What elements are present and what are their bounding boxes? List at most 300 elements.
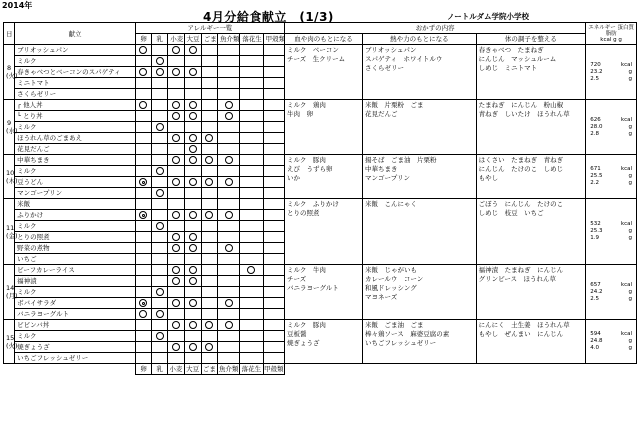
- nutrition-cell: [586, 199, 637, 265]
- allergen-cell: [263, 331, 284, 342]
- nutrition-kcal: 594: [590, 331, 601, 337]
- food-line: 花見だんご: [365, 110, 398, 118]
- food-line: ミルク 豚肉: [286, 156, 326, 164]
- allergen-cell: [152, 166, 168, 177]
- day-date: 15: [6, 333, 15, 342]
- allergen-cell: [201, 100, 217, 111]
- dish-name: 豆うどん: [15, 177, 136, 188]
- nutrition-unit: g: [628, 228, 632, 234]
- allergen-cell: [240, 221, 263, 232]
- allergen-cell: [263, 232, 284, 243]
- food-line: 青ねぎ しいたけ ほうれん草: [478, 110, 570, 118]
- dish-name: ミルク: [15, 287, 136, 298]
- dish-name: 春きゃべつとベーコンのスパゲティ: [15, 67, 136, 78]
- allergen-cell: [152, 177, 168, 188]
- nutrition-unit: g: [628, 295, 632, 302]
- allergen-cell: [184, 254, 201, 265]
- allergen-cell: [152, 254, 168, 265]
- nutrition-kcal: 626: [590, 116, 601, 123]
- header-nutrition: [586, 23, 637, 45]
- food-line: ミルク 牛肉: [286, 266, 326, 274]
- allergen-header-7: 甲殻類: [263, 34, 284, 45]
- allergen-cell: [263, 221, 284, 232]
- allergen-header-2: 小麦: [168, 34, 184, 45]
- allergen-footer-7: 甲殻類: [264, 365, 284, 373]
- allergen-cell: [135, 78, 151, 89]
- circle-icon: [172, 46, 180, 54]
- allergen-cell: [135, 166, 151, 177]
- food-line: しめじ 枝豆 いちご: [478, 209, 544, 217]
- allergen-cell: [168, 232, 184, 243]
- allergen-cell: [201, 144, 217, 155]
- dish-name: 米飯: [15, 199, 136, 210]
- allergen-cell: [217, 89, 239, 100]
- food-line: 米飯 ごま油 ごま: [365, 321, 424, 329]
- circle-icon: [205, 134, 213, 142]
- allergen-cell: [152, 342, 168, 353]
- header-contents: おかずの内容: [284, 23, 585, 34]
- table-row: [4, 155, 637, 166]
- blood-foods: [284, 45, 362, 100]
- allergen-cell: [184, 177, 201, 188]
- allergen-cell: [201, 78, 217, 89]
- circle-icon: [189, 68, 197, 76]
- allergen-cell: [263, 254, 284, 265]
- day-date: 8: [7, 64, 12, 72]
- body-foods: [476, 320, 586, 364]
- allergen-cell: [184, 287, 201, 298]
- allergen-cell: [135, 298, 151, 309]
- allergen-cell: [240, 210, 263, 221]
- allergen-footer-4: ごま: [202, 365, 216, 373]
- allergen-cell: [201, 89, 217, 100]
- group-header-0: 血や肉のもとになる: [284, 34, 362, 45]
- allergen-cell: [201, 177, 217, 188]
- food-line: マンゴープリン: [365, 174, 410, 182]
- allergen-cell: [184, 265, 201, 276]
- allergen-cell: [135, 232, 151, 243]
- allergen-cell: [152, 287, 168, 298]
- circle-icon: [172, 266, 180, 274]
- nutrition-unit: kcal: [620, 221, 632, 227]
- allergen-cell: [263, 353, 284, 364]
- food-line: 米飯 片栗粉 ごま: [365, 101, 424, 109]
- allergen-cell: [263, 287, 284, 298]
- allergen-cell: [217, 78, 239, 89]
- allergen-cell: [184, 122, 201, 133]
- nutrition-kcal: 671: [590, 166, 601, 172]
- allergen-cell: [217, 265, 239, 276]
- allergen-cell: [135, 144, 151, 155]
- allergen-cell: [168, 265, 184, 276]
- allergen-cell: [152, 243, 168, 254]
- circle-icon: [225, 101, 233, 109]
- dish-name: ビビンバ丼: [15, 320, 136, 331]
- allergen-cell: [263, 177, 284, 188]
- allergen-cell: [240, 320, 263, 331]
- allergen-cell: [152, 89, 168, 100]
- allergen-cell: [184, 342, 201, 353]
- allergen-cell: [184, 155, 201, 166]
- double-circle-icon: [139, 299, 147, 307]
- header-allergy: アレルギー一覧: [135, 23, 284, 34]
- nutrition-fat: 1.9: [590, 235, 599, 241]
- allergen-cell: [184, 144, 201, 155]
- allergen-cell: [201, 342, 217, 353]
- allergen-cell: [152, 133, 168, 144]
- energy-foods: [363, 320, 477, 364]
- nutrition-unit: g: [628, 345, 632, 351]
- nutrition-kcal: 532: [590, 221, 601, 227]
- allergen-cell: [217, 188, 239, 199]
- day-of-week: (水): [6, 127, 18, 135]
- allergen-cell: [263, 144, 284, 155]
- food-line: マヨネーズ: [365, 293, 398, 301]
- allergen-cell: [168, 155, 184, 166]
- allergen-cell: [201, 210, 217, 221]
- allergen-cell: [240, 133, 263, 144]
- circle-icon: [172, 321, 180, 329]
- blood-foods: [284, 100, 362, 155]
- allergen-cell: [217, 320, 239, 331]
- nutrition-cell: [586, 45, 637, 100]
- nutrition-protein: 23.2: [590, 68, 603, 75]
- allergen-cell: [152, 298, 168, 309]
- allergen-cell: [240, 276, 263, 287]
- allergen-cell: [135, 133, 151, 144]
- allergen-cell: [201, 309, 217, 320]
- food-line: カレールウ コーン: [365, 275, 424, 283]
- nutrition-fat: 4.0: [590, 345, 599, 351]
- allergen-cell: [135, 67, 151, 78]
- dish-name: ミルク: [15, 122, 136, 133]
- allergen-cell: [217, 221, 239, 232]
- allergen-cell: [135, 320, 151, 331]
- allergen-cell: [168, 243, 184, 254]
- allergen-cell: [152, 67, 168, 78]
- circle-icon: [205, 321, 213, 329]
- circle-icon: [225, 321, 233, 329]
- circle-icon: [172, 211, 180, 219]
- allergen-cell: [263, 78, 284, 89]
- nutrition-unit: kcal: [620, 61, 632, 68]
- allergen-cell: [184, 89, 201, 100]
- allergen-cell: [263, 199, 284, 210]
- allergen-header-5: 魚介類: [217, 34, 239, 45]
- allergen-cell: [201, 67, 217, 78]
- food-line: もやし ぜんまい にんじん: [478, 330, 564, 338]
- dish-name: 焼ぎょうざ: [15, 342, 136, 353]
- energy-foods: [363, 199, 477, 265]
- double-circle-icon: [139, 178, 147, 186]
- allergen-cell: [184, 331, 201, 342]
- allergen-cell: [168, 67, 184, 78]
- food-line: チーズ: [286, 275, 307, 283]
- allergen-cell: [168, 287, 184, 298]
- allergen-cell: [135, 342, 151, 353]
- circle-icon: [225, 244, 233, 252]
- allergen-cell: [184, 45, 201, 56]
- allergen-cell: [168, 298, 184, 309]
- allergen-cell: [168, 177, 184, 188]
- allergen-cell: [240, 188, 263, 199]
- allergen-cell: [168, 254, 184, 265]
- allergen-cell: [240, 177, 263, 188]
- food-line: 和風ドレッシング: [365, 284, 417, 292]
- header-nutrition-label: エネルギー 蛋白質 脂肪: [588, 24, 634, 37]
- circle-icon: [172, 101, 180, 109]
- energy-foods: [363, 100, 477, 155]
- allergen-cell: [184, 100, 201, 111]
- allergen-cell: [152, 210, 168, 221]
- food-line: チーズ 生クリーム: [286, 55, 346, 63]
- allergen-cell: [201, 243, 217, 254]
- allergen-cell: [201, 331, 217, 342]
- allergen-cell: [184, 166, 201, 177]
- allergen-cell: [217, 67, 239, 78]
- allergen-cell: [263, 243, 284, 254]
- group-header-1: 熱や力のもとになる: [363, 34, 477, 45]
- group-header-2: 体の調子を整える: [476, 34, 586, 45]
- circle-icon: [205, 178, 213, 186]
- day-of-week: (木): [6, 176, 18, 185]
- day-date: 11: [6, 223, 15, 232]
- allergen-cell: [201, 221, 217, 232]
- allergen-cell: [201, 265, 217, 276]
- circle-icon: [156, 189, 164, 197]
- allergen-footer-6: 落花生: [241, 365, 262, 373]
- nutrition-protein: 25.3: [590, 228, 603, 234]
- dish-name: さくらゼリー: [15, 89, 136, 100]
- allergen-cell: [184, 320, 201, 331]
- circle-icon: [189, 134, 197, 142]
- allergen-cell: [168, 144, 184, 155]
- circle-icon: [172, 343, 180, 351]
- nutrition-fat: 2.2: [590, 180, 599, 186]
- nutrition-fat: 2.5: [590, 295, 599, 302]
- blood-foods: [284, 320, 362, 364]
- allergen-cell: [217, 56, 239, 67]
- allergen-cell: [217, 111, 239, 122]
- allergen-cell: [201, 166, 217, 177]
- allergen-cell: [217, 254, 239, 265]
- allergen-cell: [184, 56, 201, 67]
- allergen-cell: [201, 122, 217, 133]
- circle-icon: [156, 68, 164, 76]
- allergen-footer-2: 小麦: [169, 365, 183, 373]
- circle-icon: [172, 134, 180, 142]
- allergen-cell: [217, 243, 239, 254]
- allergen-cell: [168, 342, 184, 353]
- allergen-cell: [184, 309, 201, 320]
- allergen-cell: [135, 287, 151, 298]
- allergen-footer-5: 魚介類: [218, 365, 239, 373]
- circle-icon: [172, 299, 180, 307]
- allergen-cell: [135, 254, 151, 265]
- allergen-cell: [168, 78, 184, 89]
- allergen-cell: [201, 287, 217, 298]
- dish-name: ┌ 他人丼: [15, 100, 136, 111]
- circle-icon: [225, 156, 233, 164]
- circle-icon: [189, 299, 197, 307]
- allergen-cell: [201, 133, 217, 144]
- allergen-cell: [135, 122, 151, 133]
- allergen-cell: [201, 56, 217, 67]
- day-of-week: (金): [6, 231, 18, 240]
- allergen-cell: [168, 320, 184, 331]
- allergen-cell: [240, 287, 263, 298]
- circle-icon: [156, 167, 164, 175]
- food-line: しめじ ミニトマト: [478, 64, 538, 72]
- allergen-cell: [240, 309, 263, 320]
- allergen-cell: [168, 56, 184, 67]
- day-of-week: (火): [6, 341, 18, 350]
- food-line: 棒々鶏ソース 麻婆豆腐の素: [365, 330, 450, 338]
- allergen-cell: [217, 287, 239, 298]
- allergen-cell: [201, 298, 217, 309]
- allergen-header-3: 大豆: [184, 34, 201, 45]
- circle-icon: [156, 288, 164, 296]
- allergen-cell: [240, 155, 263, 166]
- food-line: ミルク ベーコン: [286, 46, 339, 54]
- allergen-cell: [263, 155, 284, 166]
- allergen-cell: [168, 89, 184, 100]
- allergen-cell: [135, 188, 151, 199]
- allergen-cell: [184, 199, 201, 210]
- day-date: 9: [7, 119, 12, 127]
- allergen-cell: [263, 298, 284, 309]
- allergen-cell: [152, 331, 168, 342]
- allergen-cell: [135, 353, 151, 364]
- nutrition-unit: g: [628, 173, 632, 179]
- circle-icon: [247, 266, 255, 274]
- circle-icon: [139, 46, 147, 54]
- allergen-cell: [263, 188, 284, 199]
- circle-icon: [205, 156, 213, 164]
- allergen-cell: [201, 232, 217, 243]
- food-line: いちごフレッシュゼリー: [365, 339, 437, 347]
- allergen-cell: [135, 155, 151, 166]
- food-line: さくらゼリー: [365, 64, 405, 72]
- allergen-cell: [240, 67, 263, 78]
- circle-icon: [189, 233, 197, 241]
- allergen-cell: [217, 298, 239, 309]
- food-line: 米飯 じゃがいも: [365, 266, 418, 274]
- food-line: 中華ちまき: [365, 165, 398, 173]
- header-menu: 献立: [15, 23, 136, 45]
- allergen-cell: [240, 298, 263, 309]
- allergen-cell: [201, 254, 217, 265]
- allergen-cell: [152, 144, 168, 155]
- allergen-cell: [184, 67, 201, 78]
- allergen-cell: [201, 353, 217, 364]
- allergen-cell: [135, 89, 151, 100]
- allergen-cell: [201, 155, 217, 166]
- food-line: 豆板醤: [286, 330, 307, 338]
- allergen-cell: [152, 199, 168, 210]
- allergen-cell: [201, 188, 217, 199]
- allergen-cell: [168, 188, 184, 199]
- allergen-cell: [168, 166, 184, 177]
- circle-icon: [189, 156, 197, 164]
- nutrition-unit: g: [628, 235, 632, 241]
- dish-name: ふりかけ: [15, 210, 136, 221]
- allergen-cell: [152, 265, 168, 276]
- allergen-cell: [135, 199, 151, 210]
- food-line: 福神漬 たまねぎ にんじん: [478, 266, 564, 274]
- allergen-cell: [168, 100, 184, 111]
- allergen-cell: [152, 78, 168, 89]
- circle-icon: [189, 101, 197, 109]
- dish-name: ほうれん草のごまあえ: [15, 133, 136, 144]
- circle-icon: [172, 277, 180, 285]
- body-foods: [476, 155, 586, 199]
- allergen-cell: [152, 232, 168, 243]
- nutrition-unit: g: [628, 288, 632, 295]
- food-line: スパゲティ ホワイトルウ: [365, 55, 443, 63]
- allergen-cell: [240, 56, 263, 67]
- food-line: えび うずら卵: [286, 165, 333, 173]
- nutrition-kcal: 657: [590, 281, 601, 288]
- dish-name: バニラヨーグルト: [15, 309, 136, 320]
- food-line: 揚そば ごま油 片栗粉: [365, 156, 437, 164]
- allergen-cell: [217, 144, 239, 155]
- allergen-cell: [152, 320, 168, 331]
- circle-icon: [156, 123, 164, 131]
- allergen-cell: [184, 133, 201, 144]
- day-cell: [4, 265, 18, 320]
- circle-icon: [189, 112, 197, 120]
- allergen-cell: [152, 122, 168, 133]
- allergen-cell: [240, 353, 263, 364]
- allergen-cell: [240, 243, 263, 254]
- allergen-cell: [240, 45, 263, 56]
- allergen-cell: [217, 177, 239, 188]
- circle-icon: [139, 310, 147, 318]
- allergen-cell: [201, 111, 217, 122]
- year-label: 2014年: [2, 1, 33, 10]
- allergen-cell: [201, 320, 217, 331]
- dish-name: ミニトマト: [15, 78, 136, 89]
- day-cell: [4, 45, 18, 100]
- day-cell: [4, 100, 18, 155]
- allergen-cell: [217, 199, 239, 210]
- allergen-header-4: ごま: [201, 34, 217, 45]
- allergen-header-0: 卵: [135, 34, 151, 45]
- food-line: ミルク 鶏肉: [286, 101, 326, 109]
- nutrition-fat: 2.8: [590, 130, 599, 137]
- allergen-cell: [217, 342, 239, 353]
- dish-name: ミルク: [15, 166, 136, 177]
- allergen-cell: [152, 111, 168, 122]
- allergen-cell: [168, 210, 184, 221]
- allergen-cell: [263, 265, 284, 276]
- allergen-cell: [135, 265, 151, 276]
- dish-name: 中華ちまき: [15, 155, 136, 166]
- body-foods: [476, 199, 586, 265]
- allergen-cell: [184, 78, 201, 89]
- nutrition-protein: 24.8: [590, 338, 603, 344]
- allergen-cell: [240, 342, 263, 353]
- table-row: [4, 320, 637, 331]
- allergen-cell: [135, 100, 151, 111]
- allergen-cell: [184, 298, 201, 309]
- allergen-cell: [240, 265, 263, 276]
- table-row: [4, 199, 637, 210]
- allergen-cell: [240, 122, 263, 133]
- food-line: もやし: [478, 174, 499, 182]
- dish-name: 福神漬: [15, 276, 136, 287]
